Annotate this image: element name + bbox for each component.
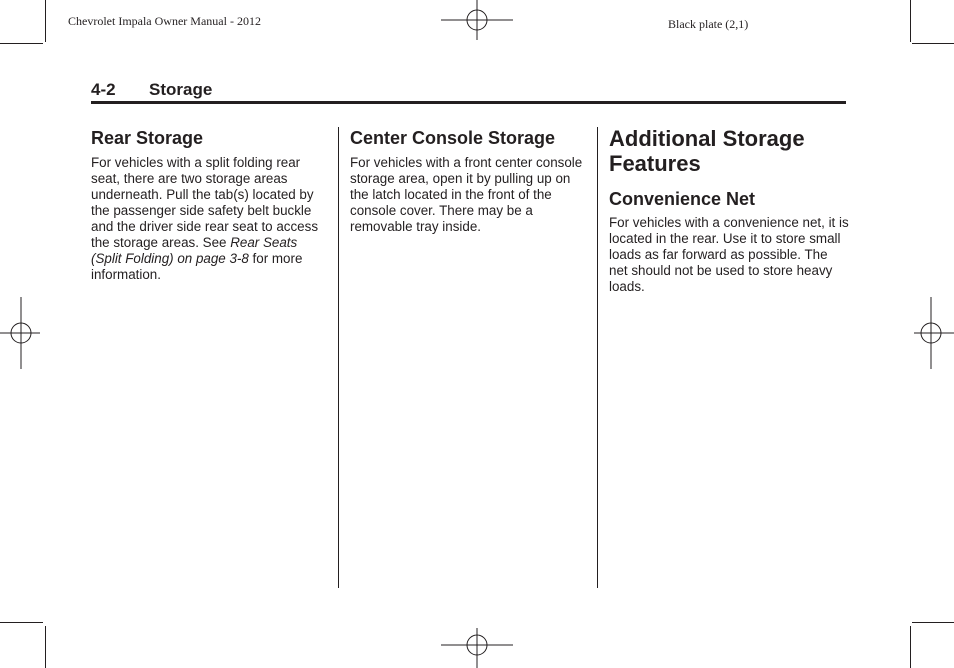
registration-mark-bottom	[441, 626, 513, 668]
cross-reference-link[interactable]: Rear Seats (Split Folding) on page 3-8	[91, 235, 298, 266]
section-heading: Rear Storage	[91, 128, 204, 148]
crop-mark	[910, 0, 911, 42]
crop-mark	[910, 626, 911, 668]
crop-mark	[912, 43, 954, 44]
body-text: For vehicles with a convenience net, it is located in the rear. Use it to store small loads as far forward as possible. The net should not be used to store heavy loads.	[609, 215, 849, 294]
plate-label: Black plate (2,1)	[668, 17, 749, 31]
header-rule	[91, 101, 846, 104]
column-divider	[338, 127, 339, 588]
body-text: For vehicles with a split folding rear seat, there are two storage areas underneath. Pull the tab(s) located by the passenger side safety belt buckle and the driver side rear seat to access the storage areas. See Rear Seats (Split Folding) on page 3-8 for more information.	[91, 155, 319, 282]
registration-mark-right	[910, 297, 954, 369]
registration-mark-left	[0, 297, 44, 369]
subsection-heading: Convenience Net	[609, 189, 756, 209]
crop-mark	[0, 622, 43, 623]
crop-mark	[0, 43, 43, 44]
column-divider	[597, 127, 598, 588]
body-text: For vehicles with a front center console storage area, open it by pulling up on the latch located in the front of the console cover. There may be a removable tray inside.	[350, 155, 583, 234]
page-number: 4-2	[91, 80, 116, 99]
section-heading: Center Console Storage	[350, 128, 556, 148]
additional-storage-section	[609, 126, 849, 295]
manual-title: Chevrolet Impala Owner Manual - 2012	[68, 14, 261, 28]
center-console-section	[350, 127, 586, 235]
crop-mark	[912, 622, 954, 623]
crop-mark	[45, 0, 46, 42]
registration-mark-top	[441, 0, 513, 44]
rear-storage-section	[91, 127, 327, 283]
section-title: Storage	[149, 80, 213, 99]
crop-mark	[45, 626, 46, 668]
chapter-heading: Additional Storage Features	[609, 126, 805, 176]
